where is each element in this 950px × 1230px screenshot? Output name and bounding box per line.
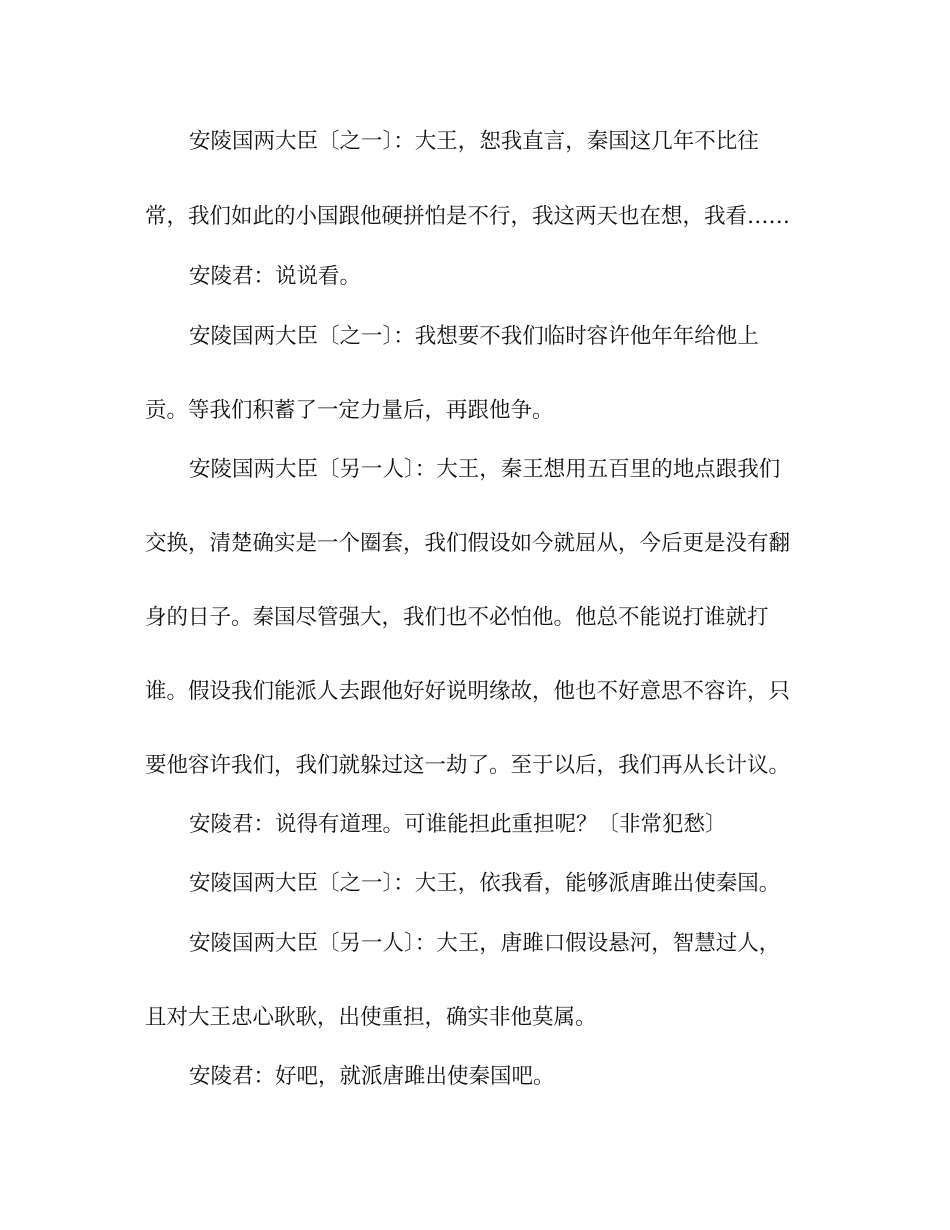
text-line: 常，我们如此的小国跟他硬拼怕是不行，我这两天也在想，我看…… [145, 204, 791, 229]
text-line: 安陵君：说说看。 [189, 264, 362, 289]
text-line: 且对大王忠心耿耿，出使重担，确实非他莫属。 [145, 1005, 597, 1030]
text-line: 贡。等我们积蓄了一定力量后，再跟他争。 [145, 398, 554, 423]
text-line: 交换，清楚确实是一个圈套，我们假设如今就屈从，今后更是没有翻 [145, 531, 791, 556]
text-line: 安陵国两大臣〔之一〕：大王，依我看，能够派唐雎出使秦国。 [189, 871, 781, 896]
text-line: 安陵君：好吧，就派唐雎出使秦国吧。 [189, 1064, 555, 1089]
text-line: 要他容许我们，我们就躲过这一劫了。至于以后，我们再从长计议。 [145, 753, 791, 778]
text-line: 身的日子。秦国尽管强大，我们也不必怕他。他总不能说打谁就打 [145, 605, 769, 630]
text-line: 安陵国两大臣〔另一人〕：大王，秦王想用五百里的地点跟我们 [189, 457, 781, 482]
text-line: 安陵国两大臣〔之一〕：我想要不我们临时容许他年年给他上 [189, 324, 759, 349]
text-line: 安陵国两大臣〔另一人〕：大王，唐雎口假设悬河，智慧过人， [189, 931, 781, 956]
text-line: 安陵国两大臣〔之一〕：大王，恕我直言，秦国这几年不比往 [189, 129, 759, 154]
text-line: 安陵君：说得有道理。可谁能担此重担呢？〔非常犯愁〕 [189, 812, 727, 837]
text-line: 谁。假设我们能派人去跟他好好说明缘故，他也不好意思不容许，只 [145, 679, 791, 704]
